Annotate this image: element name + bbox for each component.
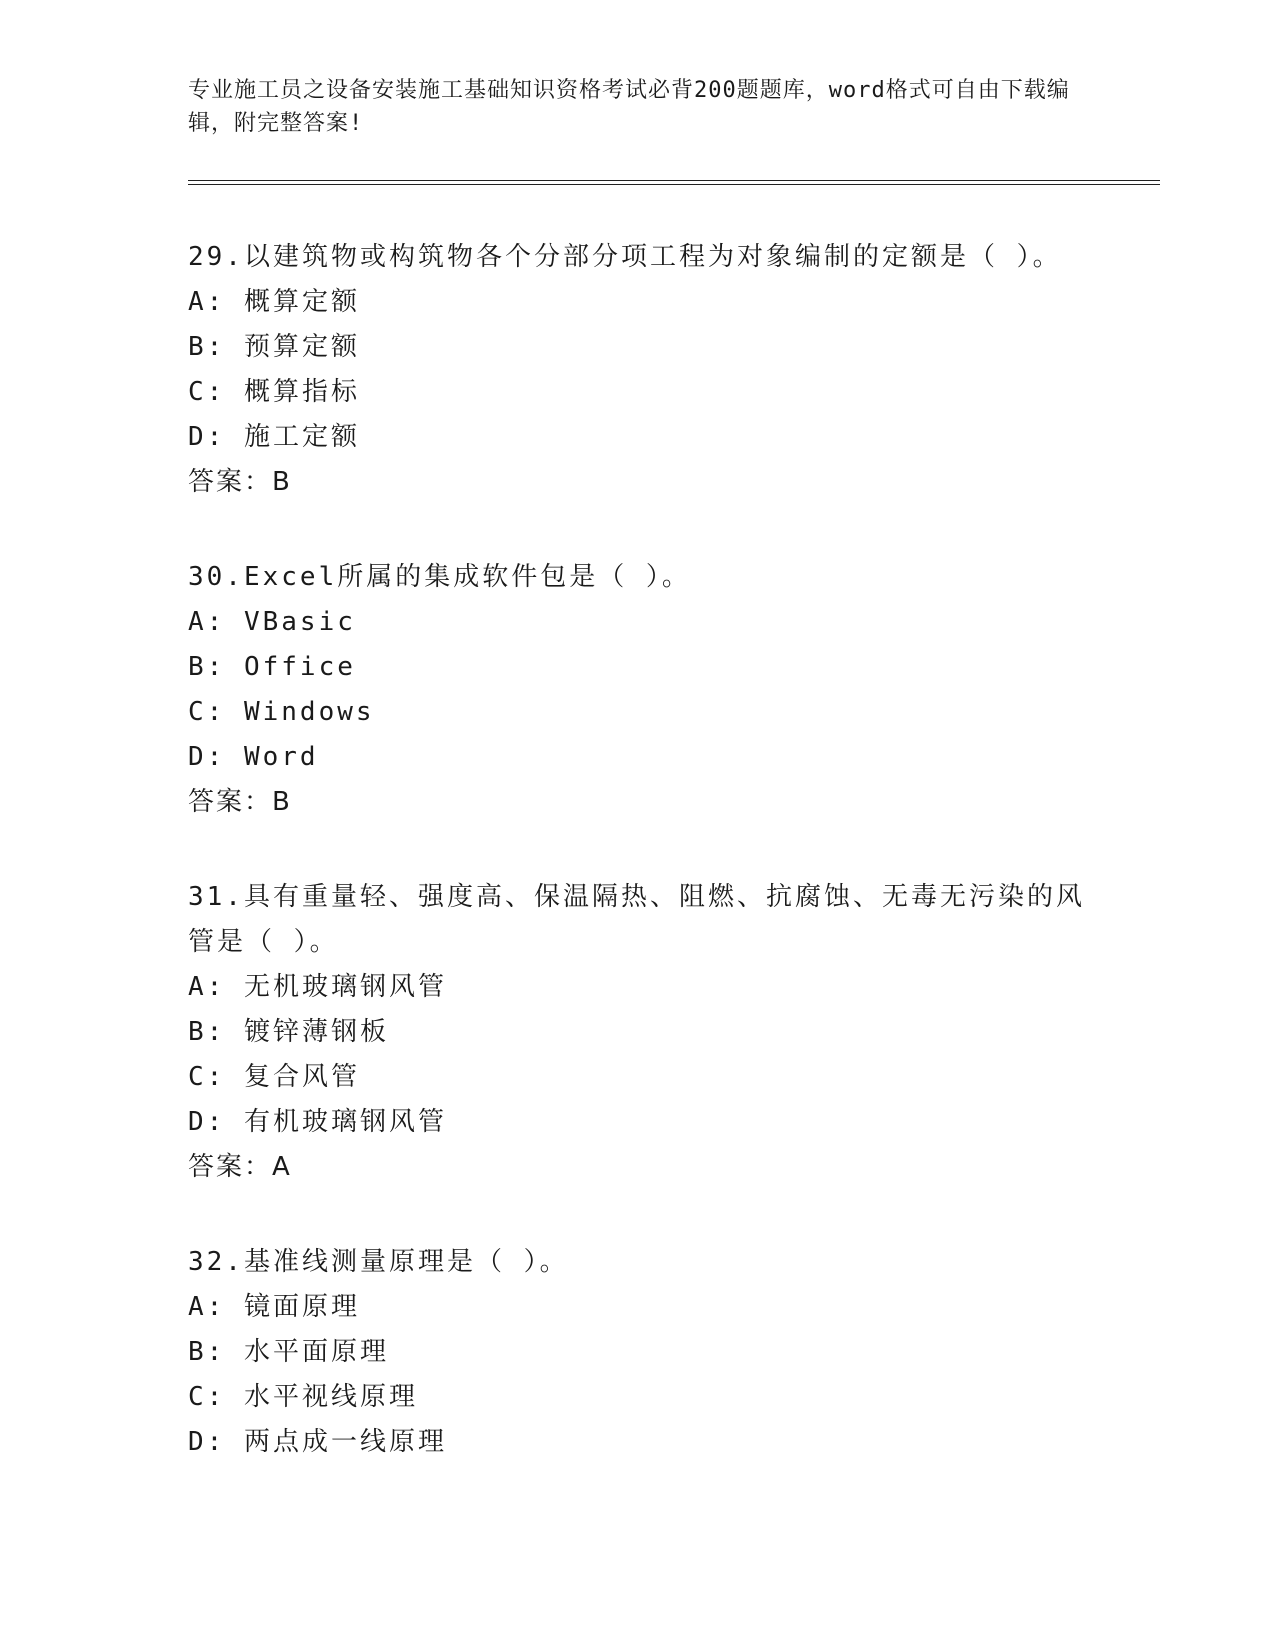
option-d: D: Word [188,742,319,772]
option-d: D: 有机玻璃钢风管 [188,1107,447,1137]
answer-line: 答案：B [188,467,292,497]
question-stem: 31.具有重量轻、强度高、保温隔热、阻燃、抗腐蚀、无毒无污染的风管是（ ）。 [188,882,1085,957]
option-a: A: 概算定额 [188,287,360,317]
option-b: B: 镀锌薄钢板 [188,1017,389,1047]
document-header: 专业施工员之设备安装施工基础知识资格考试必背200题题库，word格式可自由下载编辑，附完整答案! [188,78,1070,136]
question-30 [188,555,1088,825]
question-32 [188,1240,1088,1465]
option-b: B: 水平面原理 [188,1337,389,1367]
answer-line: 答案：A [188,1152,292,1182]
option-c: C: 复合风管 [188,1062,360,1092]
answer-line: 答案：B [188,787,292,817]
option-a: A: VBasic [188,607,356,637]
option-b: B: 预算定额 [188,332,360,362]
question-stem: 29.以建筑物或构筑物各个分部分项工程为对象编制的定额是（ ）。 [188,242,1062,272]
question-stem: 30.Excel所属的集成软件包是（ ）。 [188,562,691,592]
question-29 [188,235,1088,505]
option-c: C: Windows [188,697,375,727]
header-divider [188,180,1160,185]
question-stem: 32.基准线测量原理是（ ）。 [188,1247,569,1277]
option-d: D: 两点成一线原理 [188,1427,447,1457]
question-31 [188,875,1088,1190]
option-a: A: 无机玻璃钢风管 [188,972,447,1002]
option-c: C: 水平视线原理 [188,1382,418,1412]
option-b: B: Office [188,652,356,682]
option-c: C: 概算指标 [188,377,360,407]
option-d: D: 施工定额 [188,422,360,452]
option-a: A: 镜面原理 [188,1292,360,1322]
